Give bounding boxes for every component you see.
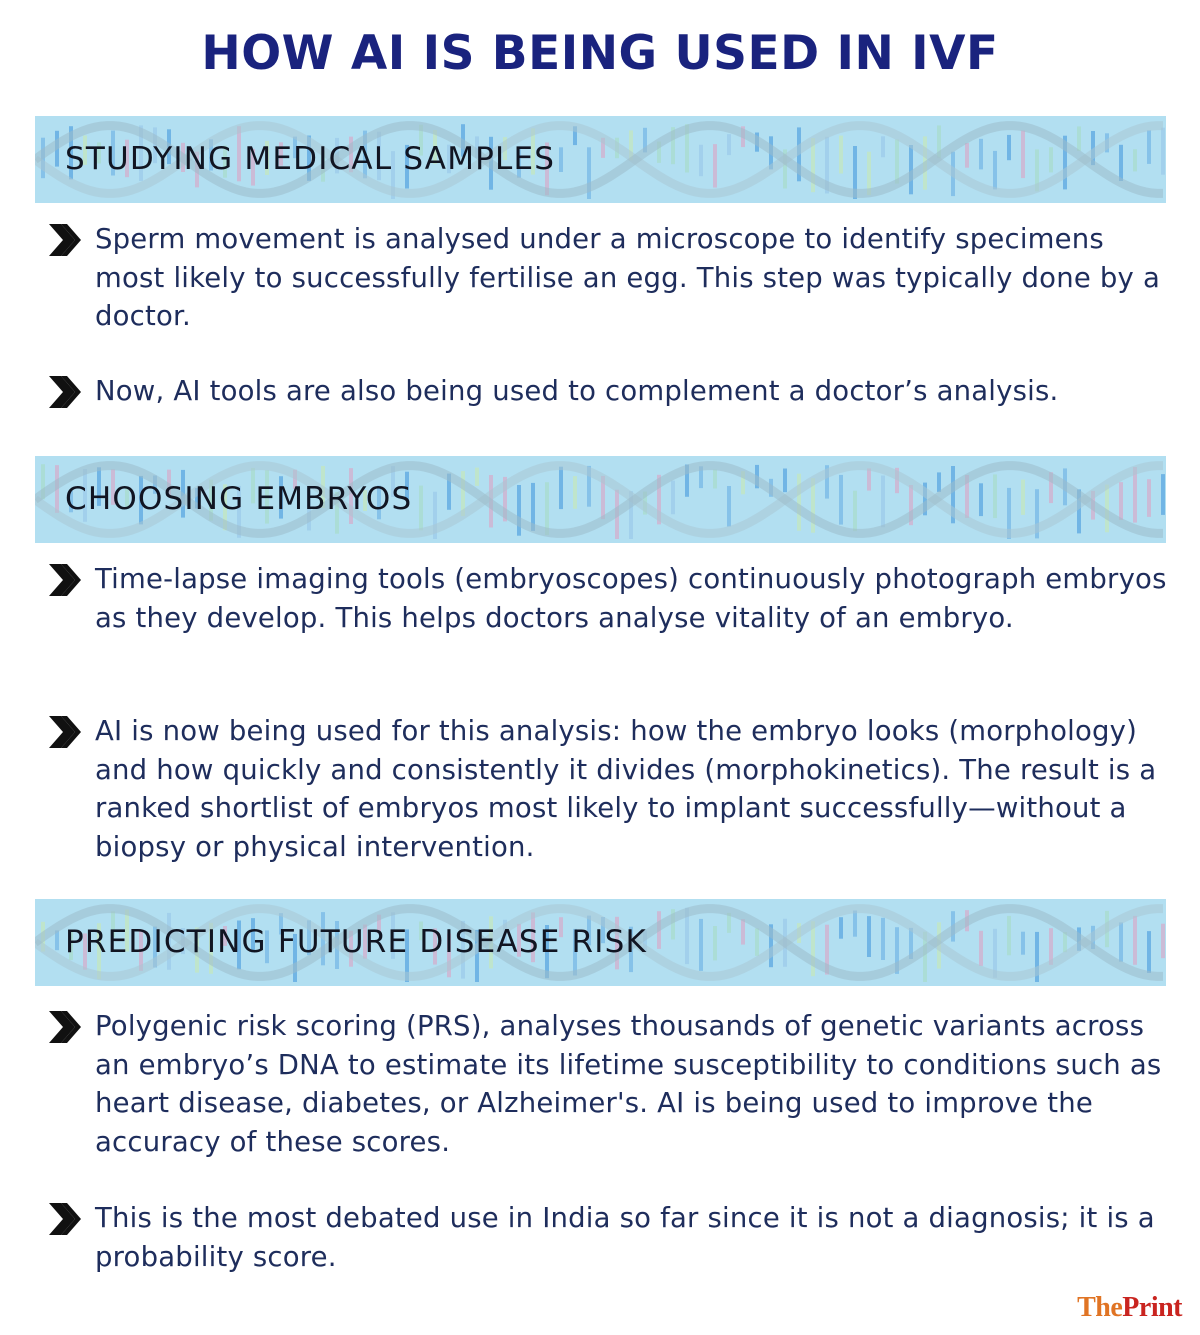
bullet-text: Sperm movement is analysed under a microscope to identify specimens most likely to successfully fertilise an egg. This step was typically done by a doctor. bbox=[95, 223, 1161, 332]
section-heading: CHOOSING EMBRYOS bbox=[65, 481, 413, 517]
section-heading: PREDICTING FUTURE DISEASE RISK bbox=[65, 924, 648, 960]
chevron-bullet-icon bbox=[48, 562, 82, 598]
page-title: HOW AI IS BEING USED IN IVF bbox=[201, 26, 999, 81]
chevron-bullet-icon bbox=[48, 222, 82, 258]
logo-print: Print bbox=[1122, 1292, 1182, 1323]
bullet-text: Polygenic risk scoring (PRS), analyses thousands of genetic variants across an embryo’s DNA to estimate its lifetime susceptibility to conditions such as heart disease, diabetes, or Alzheimer's. AI is being used to improve the accuracy of these scores. bbox=[95, 1010, 1162, 1158]
section-banner-choosing-embryos bbox=[35, 456, 1166, 543]
bullet-text: Now, AI tools are also being used to complement a doctor’s analysis. bbox=[95, 375, 1059, 407]
bullet-text: AI is now being used for this analysis: how the embryo looks (morphology) and how quickly and consistently it divides (morphokinetics). The result is a ranked shortlist of embryos most likely to implant successfully—without a biopsy or physical intervention. bbox=[95, 715, 1157, 863]
bullet-text: Time-lapse imaging tools (embryoscopes) continuously photograph embryos as they develop. This helps doctors analyse vitality of an embryo. bbox=[95, 563, 1167, 634]
section-banner-studying-samples bbox=[35, 116, 1166, 203]
section-banner-predicting-risk bbox=[35, 899, 1166, 986]
bullet-text: This is the most debated use in India so far since it is not a diagnosis; it is a probability score. bbox=[95, 1202, 1155, 1273]
chevron-bullet-icon bbox=[48, 374, 82, 410]
section-heading: STUDYING MEDICAL SAMPLES bbox=[65, 141, 556, 177]
chevron-bullet-icon bbox=[48, 714, 82, 750]
chevron-bullet-icon bbox=[48, 1201, 82, 1237]
theprint-logo bbox=[1077, 1292, 1182, 1324]
chevron-bullet-icon bbox=[48, 1009, 82, 1045]
logo-the: The bbox=[1077, 1292, 1123, 1323]
